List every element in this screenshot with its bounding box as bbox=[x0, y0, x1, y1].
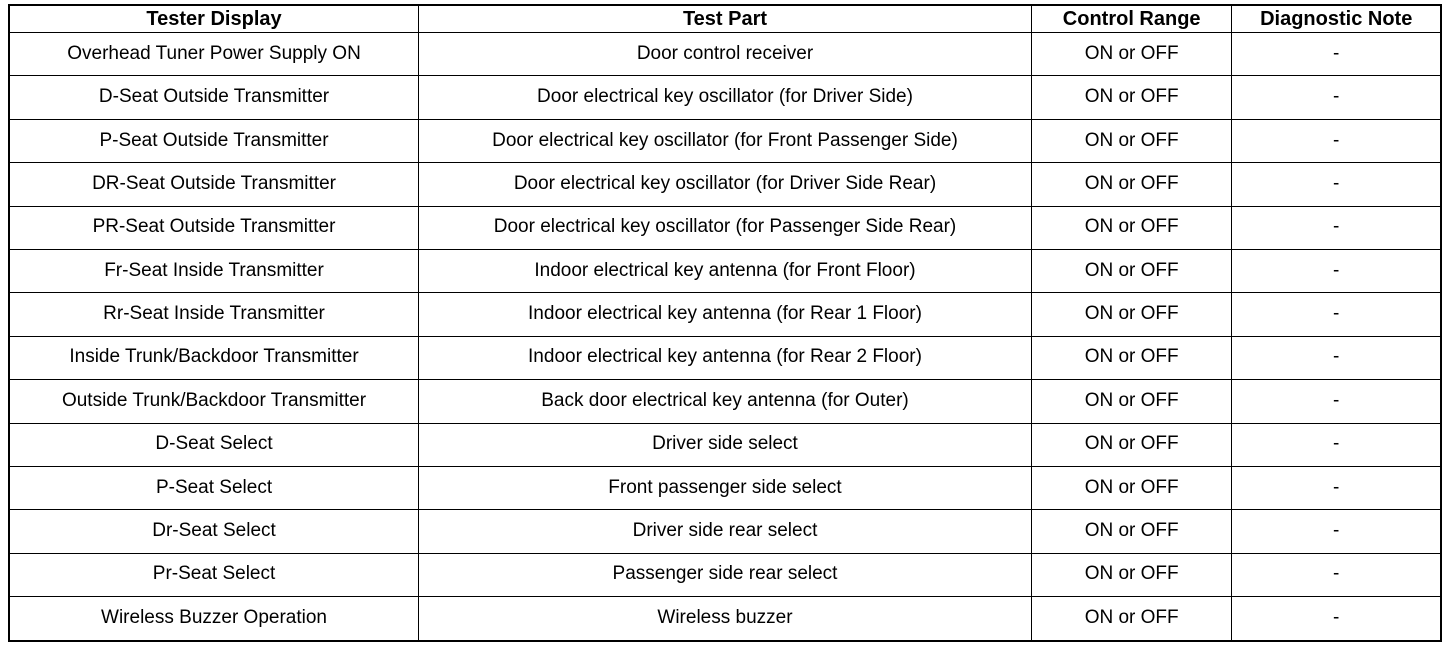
table-row bbox=[9, 293, 1441, 336]
cell-control-range: ON or OFF bbox=[1031, 597, 1231, 641]
cell-control-range: ON or OFF bbox=[1031, 76, 1231, 119]
cell-tester-display: Dr-Seat Select bbox=[9, 510, 419, 553]
cell-test-part: Indoor electrical key antenna (for Rear 2 Floor) bbox=[419, 336, 1032, 379]
cell-control-range: ON or OFF bbox=[1031, 249, 1231, 292]
cell-control-range: ON or OFF bbox=[1031, 423, 1231, 466]
cell-test-part: Front passenger side select bbox=[419, 466, 1032, 509]
cell-tester-display: P-Seat Outside Transmitter bbox=[9, 119, 419, 162]
table-row bbox=[9, 163, 1441, 206]
cell-test-part: Door electrical key oscillator (for Passenger Side Rear) bbox=[419, 206, 1032, 249]
cell-control-range: ON or OFF bbox=[1031, 336, 1231, 379]
cell-test-part: Door electrical key oscillator (for Driver Side) bbox=[419, 76, 1032, 119]
cell-test-part: Back door electrical key antenna (for Outer) bbox=[419, 380, 1032, 423]
cell-diagnostic-note: - bbox=[1232, 423, 1441, 466]
cell-test-part: Driver side select bbox=[419, 423, 1032, 466]
cell-test-part: Indoor electrical key antenna (for Front Floor) bbox=[419, 249, 1032, 292]
cell-tester-display: P-Seat Select bbox=[9, 466, 419, 509]
cell-diagnostic-note: - bbox=[1232, 336, 1441, 379]
column-header-diagnostic-note: Diagnostic Note bbox=[1232, 5, 1441, 33]
cell-control-range: ON or OFF bbox=[1031, 466, 1231, 509]
active-test-table bbox=[8, 4, 1442, 642]
cell-tester-display: PR-Seat Outside Transmitter bbox=[9, 206, 419, 249]
cell-tester-display: Outside Trunk/Backdoor Transmitter bbox=[9, 380, 419, 423]
table-row bbox=[9, 553, 1441, 596]
cell-test-part: Indoor electrical key antenna (for Rear 1 Floor) bbox=[419, 293, 1032, 336]
cell-control-range: ON or OFF bbox=[1031, 510, 1231, 553]
cell-control-range: ON or OFF bbox=[1031, 293, 1231, 336]
cell-tester-display: D-Seat Outside Transmitter bbox=[9, 76, 419, 119]
cell-diagnostic-note: - bbox=[1232, 33, 1441, 76]
table-row bbox=[9, 33, 1441, 76]
cell-diagnostic-note: - bbox=[1232, 76, 1441, 119]
cell-control-range: ON or OFF bbox=[1031, 553, 1231, 596]
table-row bbox=[9, 510, 1441, 553]
column-header-tester-display: Tester Display bbox=[9, 5, 419, 33]
cell-diagnostic-note: - bbox=[1232, 466, 1441, 509]
cell-diagnostic-note: - bbox=[1232, 163, 1441, 206]
table-row bbox=[9, 466, 1441, 509]
cell-control-range: ON or OFF bbox=[1031, 33, 1231, 76]
table-row bbox=[9, 206, 1441, 249]
cell-diagnostic-note: - bbox=[1232, 249, 1441, 292]
cell-test-part: Passenger side rear select bbox=[419, 553, 1032, 596]
cell-test-part: Wireless buzzer bbox=[419, 597, 1032, 641]
column-header-test-part: Test Part bbox=[419, 5, 1032, 33]
cell-control-range: ON or OFF bbox=[1031, 380, 1231, 423]
table-header bbox=[9, 5, 1441, 33]
cell-test-part: Door electrical key oscillator (for Driver Side Rear) bbox=[419, 163, 1032, 206]
cell-control-range: ON or OFF bbox=[1031, 119, 1231, 162]
table-row bbox=[9, 423, 1441, 466]
cell-tester-display: Wireless Buzzer Operation bbox=[9, 597, 419, 641]
table-row bbox=[9, 249, 1441, 292]
cell-control-range: ON or OFF bbox=[1031, 163, 1231, 206]
cell-diagnostic-note: - bbox=[1232, 206, 1441, 249]
cell-diagnostic-note: - bbox=[1232, 510, 1441, 553]
cell-diagnostic-note: - bbox=[1232, 380, 1441, 423]
cell-control-range: ON or OFF bbox=[1031, 206, 1231, 249]
cell-test-part: Driver side rear select bbox=[419, 510, 1032, 553]
table-row bbox=[9, 380, 1441, 423]
cell-tester-display: Rr-Seat Inside Transmitter bbox=[9, 293, 419, 336]
cell-diagnostic-note: - bbox=[1232, 553, 1441, 596]
cell-tester-display: Inside Trunk/Backdoor Transmitter bbox=[9, 336, 419, 379]
cell-tester-display: D-Seat Select bbox=[9, 423, 419, 466]
cell-tester-display: Overhead Tuner Power Supply ON bbox=[9, 33, 419, 76]
table-row bbox=[9, 597, 1441, 641]
table-row bbox=[9, 119, 1441, 162]
column-header-control-range: Control Range bbox=[1031, 5, 1231, 33]
table-header-row bbox=[9, 5, 1441, 33]
cell-test-part: Door control receiver bbox=[419, 33, 1032, 76]
cell-tester-display: DR-Seat Outside Transmitter bbox=[9, 163, 419, 206]
cell-diagnostic-note: - bbox=[1232, 597, 1441, 641]
cell-diagnostic-note: - bbox=[1232, 293, 1441, 336]
cell-test-part: Door electrical key oscillator (for Front Passenger Side) bbox=[419, 119, 1032, 162]
cell-tester-display: Fr-Seat Inside Transmitter bbox=[9, 249, 419, 292]
cell-tester-display: Pr-Seat Select bbox=[9, 553, 419, 596]
table-row bbox=[9, 336, 1441, 379]
table-body bbox=[9, 33, 1441, 642]
table-row bbox=[9, 76, 1441, 119]
cell-diagnostic-note: - bbox=[1232, 119, 1441, 162]
